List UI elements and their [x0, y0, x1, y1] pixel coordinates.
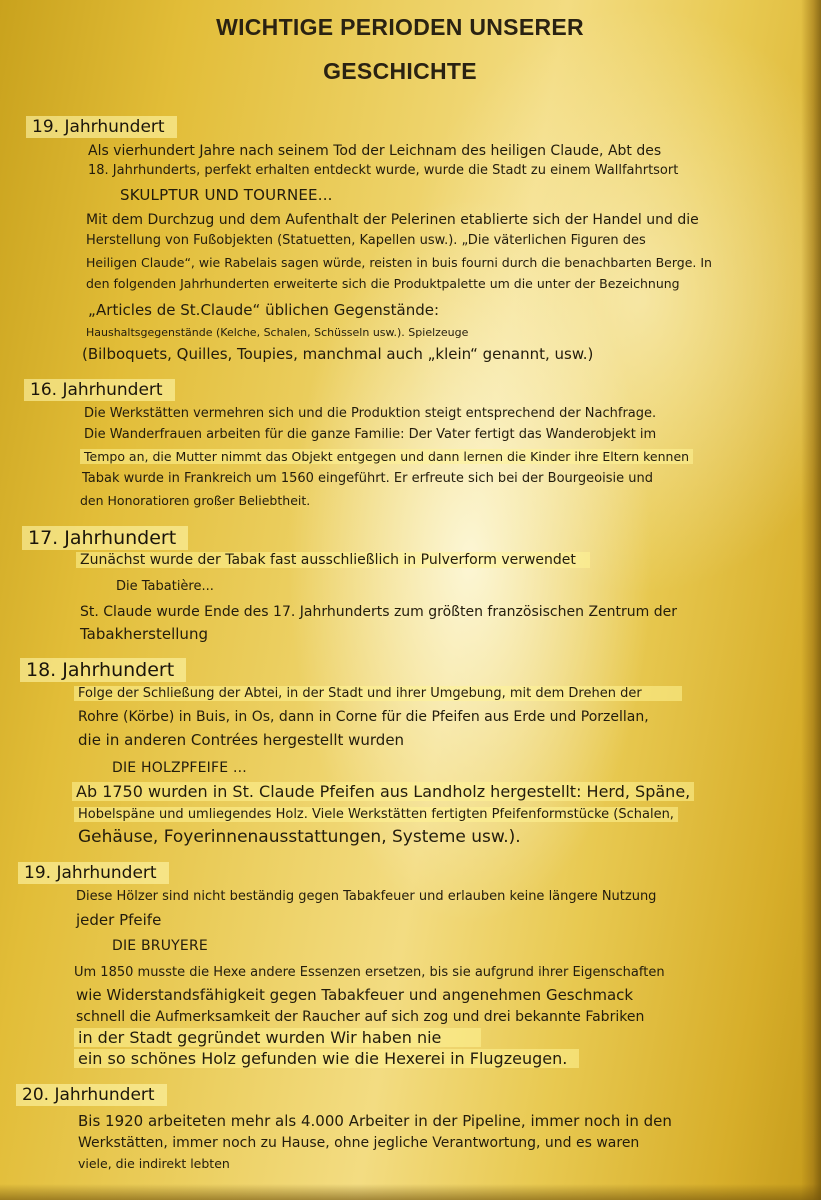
section-text-line: wie Widerstandsfähigkeit gegen Tabakfeuer und angenehmen Geschmack	[76, 986, 634, 1004]
subheading-skulptur: SKULPTUR UND TOURNEE...	[120, 186, 333, 204]
section-text-line: St. Claude wurde Ende des 17. Jahrhunderts zum größten französischen Zentrum der	[80, 604, 677, 620]
section-heading: 19. Jahrhundert	[18, 864, 169, 884]
section-text-line: Diese Hölzer sind nicht beständig gegen Tabakfeuer und erlauben keine längere Nutzung	[76, 889, 657, 904]
section-text-line: Um 1850 musste die Hexe andere Essenzen ersetzen, bis sie aufgrund ihrer Eigenschaften	[74, 965, 665, 980]
section-text-line: (Bilboquets, Quilles, Toupies, manchmal auch „klein“ genannt, usw.)	[82, 345, 594, 363]
section-text-line: Ab 1750 wurden in St. Claude Pfeifen aus Landholz hergestellt: Herd, Späne,	[72, 783, 694, 801]
section-text-line: jeder Pfeife	[76, 911, 162, 929]
section-text-line: Rohre (Körbe) in Buis, in Os, dann in Corne für die Pfeifen aus Erde und Porzellan,	[78, 709, 649, 725]
subheading-tabatiere: Die Tabatière...	[116, 579, 214, 594]
section-text-line: Tempo an, die Mutter nimmt das Objekt entgegen und dann lernen die Kinder ihre Eltern kennen	[80, 450, 693, 464]
section-text-line: Werkstätten, immer noch zu Hause, ohne jegliche Verantwortung, und es waren	[78, 1135, 640, 1151]
section-text-line: viele, die indirekt lebten	[78, 1156, 230, 1171]
section-text-line: Herstellung von Fußobjekten (Statuetten, Kapellen usw.). „Die väterlichen Figuren des	[86, 233, 646, 248]
board-frame-edge	[0, 1184, 821, 1200]
section-text-line: Gehäuse, Foyerinnenausstattungen, Systeme usw.).	[78, 827, 521, 847]
section-text-line: den folgenden Jahrhunderten erweiterte sich die Produktpalette um die unter der Bezeichnung	[86, 276, 680, 291]
section-text-line: schnell die Aufmerksamkeit der Raucher auf sich zog und drei bekannte Fabriken	[76, 1009, 645, 1025]
section-text-line: „Articles de St.Claude“ üblichen Gegenstände:	[88, 301, 439, 319]
section-text-line: Folge der Schließung der Abtei, in der Stadt und ihrer Umgebung, mit dem Drehen der	[74, 687, 682, 702]
section-text-line: Tabakherstellung	[80, 625, 208, 643]
section-text-line: Als vierhundert Jahre nach seinem Tod der Leichnam des heiligen Claude, Abt des	[88, 143, 662, 159]
section-text-line: Zunächst wurde der Tabak fast ausschließlich in Pulverform verwendet	[76, 552, 590, 568]
subheading-holzpfeife: DIE HOLZPFEIFE ...	[112, 760, 247, 776]
section-text-line: ein so schönes Holz gefunden wie die Hexerei in Flugzeugen.	[74, 1050, 579, 1068]
section-text-line: die in anderen Contrées hergestellt wurden	[78, 731, 405, 749]
section-text-line: Heiligen Claude“, wie Rabelais sagen würde, reisten in buis fourni durch die benachbarten Berge. In	[86, 255, 712, 270]
board-title-line-2: GESCHICHTE	[323, 58, 477, 84]
section-heading: 20. Jahrhundert	[16, 1086, 167, 1106]
section-text-line: Haushaltsgegenstände (Kelche, Schalen, Schüsseln usw.). Spielzeuge	[86, 326, 469, 339]
section-heading: 19. Jahrhundert	[26, 118, 177, 138]
section-text-line: Tabak wurde in Frankreich um 1560 eingeführt. Er erfreute sich bei der Bourgeoisie und	[82, 471, 653, 486]
section-heading: 17. Jahrhundert	[22, 528, 188, 550]
section-text-line: Mit dem Durchzug und dem Aufenthalt der Pelerinen etablierte sich der Handel und die	[86, 212, 699, 228]
section-heading: 16. Jahrhundert	[24, 381, 175, 401]
section-text-line: Die Wanderfrauen arbeiten für die ganze Familie: Der Vater fertigt das Wanderobjekt im	[84, 427, 657, 442]
section-text-line: Hobelspäne und umliegendes Holz. Viele Werkstätten fertigten Pfeifenformstücke (Schalen,	[74, 808, 678, 823]
section-text-line: in der Stadt gegründet wurden Wir haben nie	[74, 1029, 481, 1047]
section-text-line: den Honoratioren großer Beliebtheit.	[80, 493, 311, 508]
section-text-line: Bis 1920 arbeiteten mehr als 4.000 Arbeiter in der Pipeline, immer noch in den	[78, 1112, 672, 1130]
board-title-line-1: WICHTIGE PERIODEN UNSERER	[216, 14, 584, 40]
section-text-line: 18. Jahrhunderts, perfekt erhalten entdeckt wurde, wurde die Stadt zu einem Wallfahrtsort	[88, 163, 679, 178]
subheading-bruyere: DIE BRUYERE	[112, 938, 208, 954]
section-heading: 18. Jahrhundert	[20, 660, 186, 682]
section-text-line: Die Werkstätten vermehren sich und die Produktion steigt entsprechend der Nachfrage.	[84, 406, 657, 421]
board-frame-edge	[801, 0, 821, 1200]
